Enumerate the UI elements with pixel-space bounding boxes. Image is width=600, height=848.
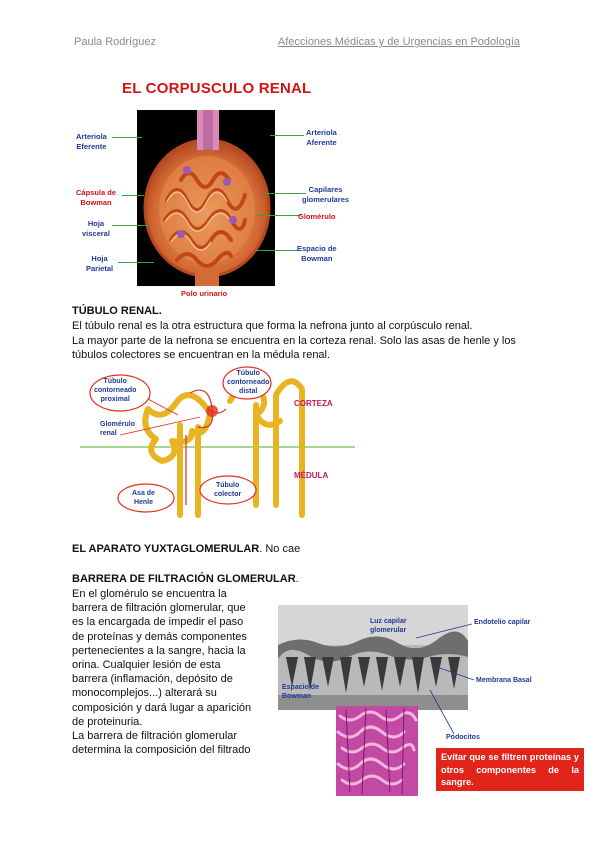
barrera-line: barrera de filtración glomerular, que xyxy=(72,602,246,615)
barrera-line: barrera (inflamación, depósito de xyxy=(72,673,233,686)
label-podocitos: Podocitos xyxy=(446,734,480,741)
barrera-line: es la encargada de impedir el paso xyxy=(72,616,244,629)
header-course[interactable]: Afecciones Médicas y de Urgencias en Podología xyxy=(277,36,520,48)
label-hoja-visceral: Hoja visceral xyxy=(82,219,110,238)
barrera-line: En el glomérulo se encuentra la xyxy=(72,588,227,600)
tubulo-line-1: El túbulo renal es la otra estructura que forma la nefrona junto al corpúsculo renal. xyxy=(72,320,473,332)
barrera-line: orina. Cualquier lesión de esta xyxy=(72,659,221,672)
label-arteriola-aferente: Arteriola Aferente xyxy=(306,128,337,147)
barrera-leader-lines xyxy=(410,620,480,740)
barrera-line: monocomplejos...) alterará su xyxy=(72,687,217,700)
barrera-line: composición y dará lugar a aparición xyxy=(72,701,252,714)
label-espacio-bowman: Espacio de Bowman xyxy=(297,244,337,263)
barrera-line: de proteinuria. xyxy=(72,715,143,728)
label-membrana-basal: Membrana Basal xyxy=(476,677,532,684)
tubulo-line-2: La mayor parte de la nefrona se encuentra en la corteza renal. Solo las asas de henle y los xyxy=(72,334,516,347)
label-capilares: Capilares glomerulares xyxy=(302,185,350,204)
label-endotelio: Endotelio capilar xyxy=(474,619,531,626)
label-asa-henle: Asa de Henle xyxy=(132,490,155,506)
yuxta-line xyxy=(72,542,300,557)
label-medula: MÉDULA xyxy=(294,471,329,480)
label-luz-capilar: Luz capilar glomerular xyxy=(370,618,407,634)
corpusculo-illustration xyxy=(137,110,275,286)
tubulo-diagram xyxy=(80,365,360,525)
label-tubulo-colector: Túbulo colector xyxy=(214,482,242,498)
figure-corpusculo-title: EL CORPUSCULO RENAL xyxy=(122,80,312,97)
tubulo-line-3: túbulos colectores se encuentran en la médula renal. xyxy=(72,349,331,361)
barrera-title-end: . xyxy=(295,573,299,585)
label-hoja-parietal: Hoja Parietal xyxy=(86,254,114,273)
label-glomerulo: Glomérulo xyxy=(298,212,336,221)
tubulo-title: TÚBULO RENAL. xyxy=(72,305,162,317)
barrera-heading xyxy=(72,572,299,587)
label-espacio-bowman-2: Espacio de Bowman xyxy=(282,684,319,700)
barrera-text xyxy=(72,587,262,757)
barrera-line: La barrera de filtración glomerular xyxy=(72,730,238,743)
label-capsula-bowman: Cápsula de Bowman xyxy=(76,188,117,207)
yuxta-title: EL APARATO YUXTAGLOMERULAR xyxy=(72,543,260,555)
barrera-title: BARRERA DE FILTRACIÓN GLOMERULAR xyxy=(72,573,296,585)
label-glomerulo-renal: Glomérulo renal xyxy=(100,421,136,437)
label-arteriola-eferente: Arteriola Eferente xyxy=(76,132,107,151)
note-box: Evitar que se filtren proteínas y otros componentes de la sangre. xyxy=(436,748,584,791)
yuxta-note: . No cae xyxy=(259,543,301,555)
header-author: Paula Rodríguez xyxy=(74,36,156,48)
barrera-line: de proteínas y demás componentes xyxy=(72,630,247,643)
podocito-micrograph xyxy=(336,706,418,796)
barrera-line: determina la composición del filtrado xyxy=(72,744,251,757)
label-tubulo-proximal: Túbulo contorneado proximal xyxy=(94,378,137,403)
barrera-line: pertenecientes a la sangre, hacia la xyxy=(72,644,246,657)
label-tubulo-distal: Túbulo contorneado distal xyxy=(227,370,270,395)
label-polo-urinario: Polo urinario xyxy=(181,289,228,298)
label-corteza: CORTEZA xyxy=(294,399,333,408)
